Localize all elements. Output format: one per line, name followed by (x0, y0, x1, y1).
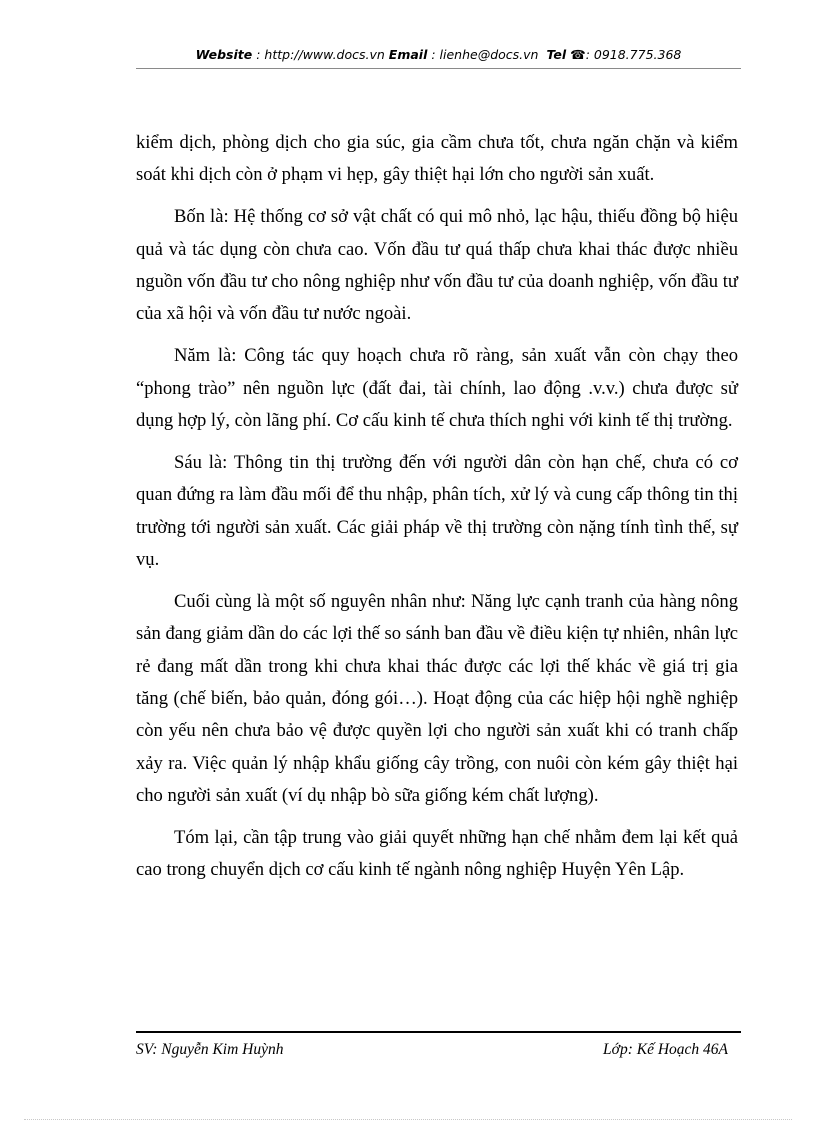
paragraph-cuoi-cung: Cuối cùng là một số nguyên nhân như: Năng lực cạnh tranh của hàng nông sản đang giảm dần do các lợi thế so sánh ban đầu về điều kiện tự nhiên, nhân lực rẻ đang mất dần trong khi chưa khai thác được các lợi thế khác về giá trị gia tăng (chế biến, bảo quản, đóng gói…). Hoạt động của các hiệp hội nghề nghiệp còn yếu nên chưa bảo vệ được quyền lợi cho người sản xuất khi có tranh chấp xảy ra. Việc quản lý nhập khẩu giống cây trồng, con nuôi còn kém gây thiệt hại cho người sản xuất (ví dụ nhập bò sữa giống kém chất lượng). (136, 590, 738, 807)
phone-icon: ☎ (570, 47, 586, 62)
website-link[interactable]: http://www.docs.vn (264, 47, 385, 62)
email-link[interactable]: lienhe@docs.vn (439, 47, 539, 62)
footer-divider (136, 1031, 741, 1033)
paragraph-nam-la: Năm là: Công tác quy hoạch chưa rõ ràng, sản xuất vẫn còn chạy theo “phong trào” nên nguồn lực (đất đai, tài chính, lao động .v.v.) chưa được sử dụng hợp lý, còn lãng phí. Cơ cấu kinh tế chưa thích nghi với kinh tế thị trường. (136, 345, 738, 432)
paragraph-bon-la: Bốn là: Hệ thống cơ sở vật chất có qui mô nhỏ, lạc hậu, thiếu đồng bộ hiệu quả và tác dụng còn chưa cao. Vốn đầu tư quá thấp chưa khai thác được nhiều nguồn vốn đầu tư cho nông nghiệp như vốn đầu tư của doanh nghiệp, vốn đầu tư của xã hội và vốn đầu tư nước ngoài. (136, 206, 738, 325)
email-label: Email (388, 47, 428, 62)
footer-class: Lớp: Kế Hoạch 46A (603, 1041, 728, 1058)
email-separator: : (427, 47, 440, 62)
paragraph-tom-lai: Tóm lại, cần tập trung vào giải quyết những hạn chế nhằm đem lại kết quả cao trong chuyển dịch cơ cấu kinh tế ngành nông nghiệp Huyện Yên Lập. (136, 827, 738, 881)
website-separator: : (252, 47, 265, 62)
page-bottom-edge (24, 1119, 792, 1120)
tel-value: : 0918.775.368 (585, 47, 682, 62)
website-label: Website (195, 47, 253, 62)
tel-label: Tel (546, 47, 567, 62)
document-body (136, 127, 738, 896)
paragraph-continued: kiểm dịch, phòng dịch cho gia súc, gia cầm chưa tốt, chưa ngăn chặn và kiểm soát khi dịch còn ở phạm vi hẹp, gây thiệt hại lớn cho người sản xuất. (136, 132, 738, 186)
footer-student: SV: Nguyễn Kim Huỳnh (136, 1041, 284, 1058)
paragraph-sau-la: Sáu là: Thông tin thị trường đến với người dân còn hạn chế, chưa có cơ quan đứng ra làm đầu mối để thu nhập, phân tích, xử lý và cung cấp thông tin thị trường tới người sản xuất. Các giải pháp về thị trường còn nặng tính tình thế, sự vụ. (136, 451, 738, 571)
page-header (136, 44, 741, 69)
